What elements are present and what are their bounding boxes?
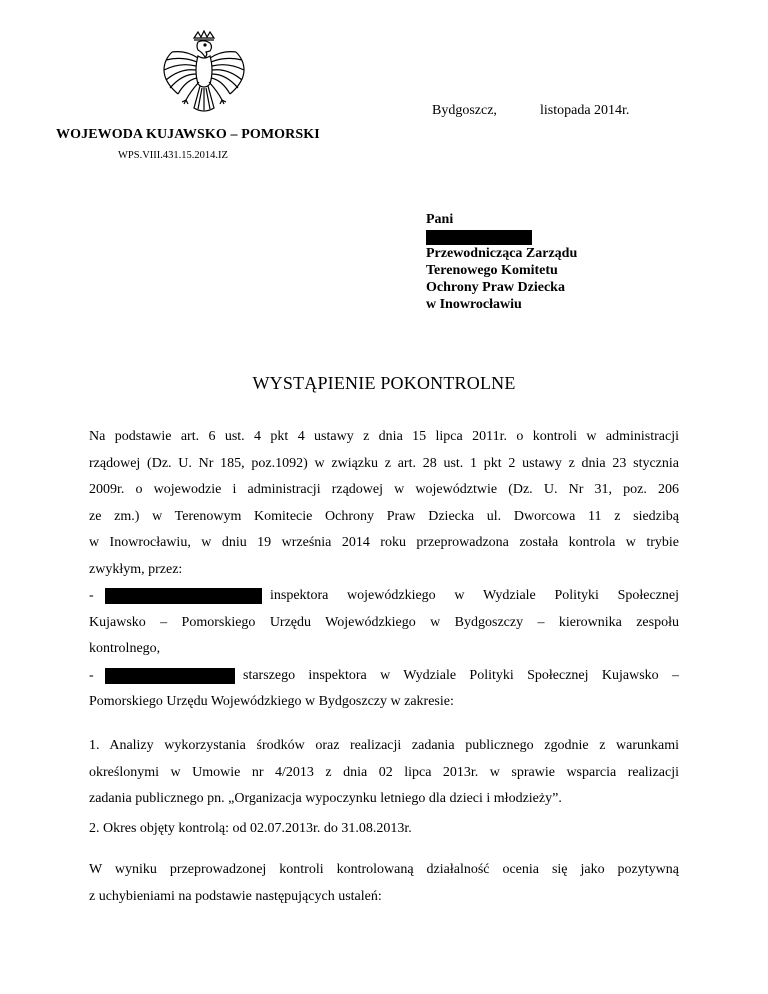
paragraph-line: rządowej (Dz. U. Nr 185, poz.1092) w związku z art. 28 ust. 1 pkt 2 ustawy z dnia 23 stycznia <box>89 455 679 471</box>
paragraph-line: Pomorskiego Urzędu Wojewódzkiego w Bydgoszczy w zakresie: <box>89 694 454 709</box>
white-eagle-emblem-icon <box>158 30 250 130</box>
date-label: listopada 2014r. <box>540 103 630 118</box>
document-title: WYSTĄPIENIE POKONTROLNE <box>252 373 516 393</box>
paragraph-line: kontrolnego, <box>89 641 161 656</box>
paragraph-line: Kujawsko – Pomorskiego Urzędu Wojewódzkiego w Bydgoszczy – kierownika zespołu <box>89 614 679 630</box>
paragraph-line: ze zm.) w Terenowym Komitecie Ochrony Praw Dziecka ul. Dworcowa 11 z siedzibą <box>89 508 679 524</box>
paragraph-line: Na podstawie art. 6 ust. 4 pkt 4 ustawy z dnia 15 lipca 2011r. o kontroli w administracji <box>89 429 679 444</box>
place-label: Bydgoszcz, <box>432 103 497 118</box>
list-dash: - <box>89 588 94 603</box>
paragraph-line: 2. Okres objęty kontrolą: od 02.07.2013r. do 31.08.2013r. <box>89 821 412 836</box>
reference-number: WPS.VIII.431.15.2014.IZ <box>118 150 228 161</box>
paragraph-line: W wyniku przeprowadzonej kontroli kontrolowaną działalność ocenia się jako pozytywną <box>89 862 679 877</box>
addressee-line: w Inowrocławiu <box>426 297 522 313</box>
inspector-item <box>89 663 679 690</box>
paragraph-line: starszego inspektora w Wydziale Polityki Społecznej Kujawsko – <box>243 667 679 683</box>
paragraph-line: 2009r. o wojewodzie i administracji rządowej w województwie (Dz. U. Nr 31, poz. 206 <box>89 482 679 497</box>
addressee-line: Ochrony Praw Dziecka <box>426 280 565 296</box>
list-dash: - <box>89 667 94 683</box>
addressee-salutation: Pani <box>426 212 454 227</box>
paragraph-line: 1. Analizy wykorzystania środków oraz realizacji zadania publicznego zgodnie z warunkami <box>89 738 679 753</box>
paragraph-line: z uchybieniami na podstawie następujących ustaleń: <box>89 888 382 904</box>
addressee-line: Przewodnicząca Zarządu <box>426 246 578 262</box>
paragraph-line: zwykłym, przez: <box>89 561 183 577</box>
paragraph-line: inspektora wojewódzkiego w Wydziale Polityki Społecznej <box>270 588 679 603</box>
paragraph-line: określonymi w Umowie nr 4/2013 z dnia 02 lipca 2013r. w sprawie wsparcia realizacji <box>89 764 679 780</box>
redacted-name <box>105 668 235 684</box>
issuing-authority: WOJEWODA KUJAWSKO – POMORSKI <box>56 127 320 142</box>
addressee-block <box>426 211 577 313</box>
scope-point-2 <box>89 816 679 843</box>
conclusion-paragraph <box>89 857 679 910</box>
redacted-name <box>105 588 262 604</box>
intro-paragraph <box>89 424 679 716</box>
paragraph-line: zadania publicznego pn. „Organizacja wypoczynku letniego dla dzieci i młodzieży”. <box>89 791 562 806</box>
inspector-item <box>89 583 679 610</box>
scope-point-1 <box>89 733 679 813</box>
paragraph-line: w Inowrocławiu, w dniu 19 września 2014 roku przeprowadzona została kontrola w trybie <box>89 535 679 550</box>
addressee-line: Terenowego Komitetu <box>426 263 558 279</box>
redacted-name <box>426 230 532 245</box>
